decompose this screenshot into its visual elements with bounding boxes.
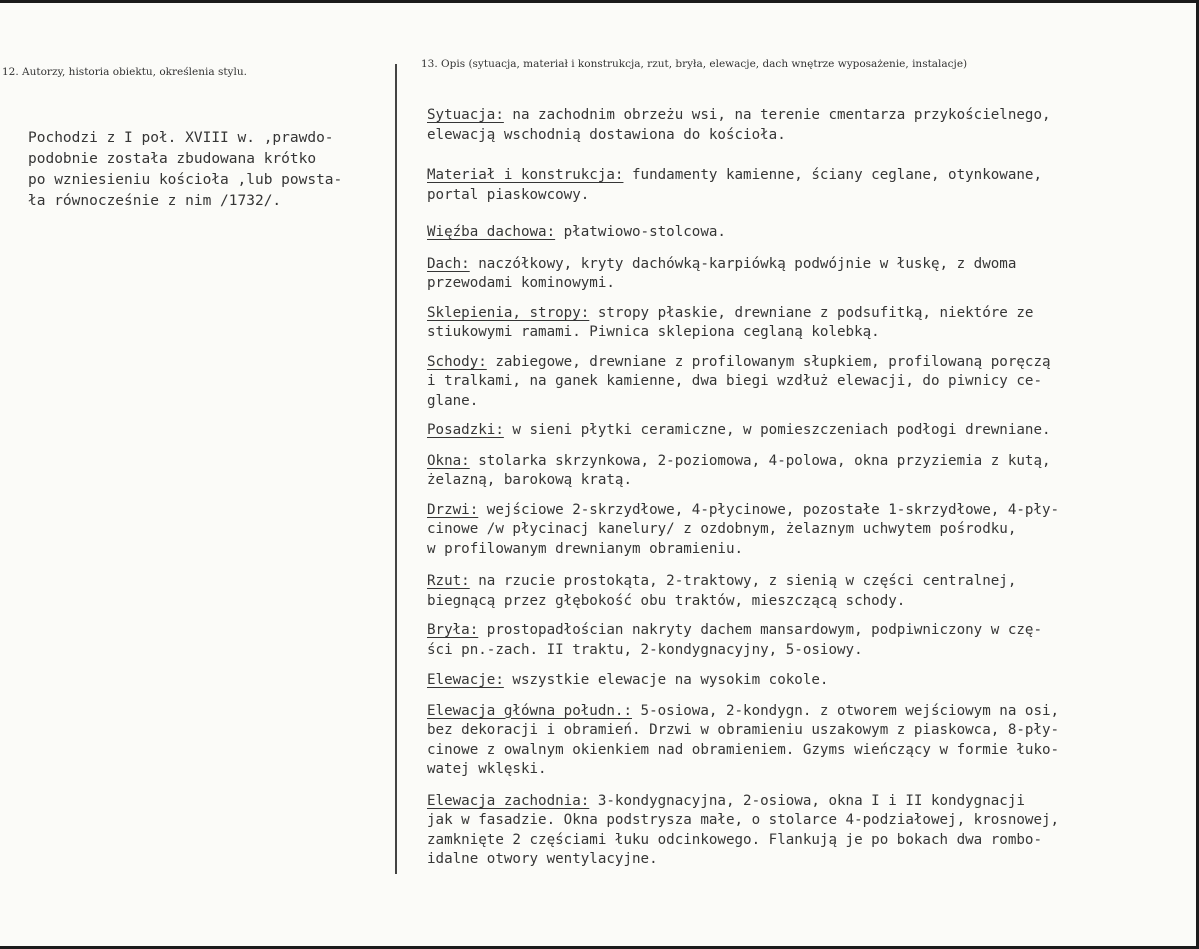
section-text: przewodami kominowymi. [427, 275, 615, 291]
section-text: jak w fasadzie. Okna podstrysza małe, o stolarce 4-podziałowej, krosnowej, [427, 812, 1060, 828]
section-text: idalne otwory wentylacyjne. [427, 851, 658, 867]
section-text: 3-kondygnacyjna, 2-osiowa, okna I i II kondygnacji [589, 792, 1025, 809]
section-label: Sklepienia, stropy: [427, 304, 590, 321]
section-text: portal piaskowcowy. [427, 186, 590, 203]
scan-border-top [0, 0, 1199, 3]
history-text [28, 128, 378, 212]
section-text: biegnącą przez głębokość obu traktów, mieszczącą schody. [427, 592, 906, 609]
section-text: zabiegowe, drewniane z profilowanym słupkiem, profilowaną poręczą [486, 353, 1051, 370]
section-label: Materiał i konstrukcja: [427, 167, 624, 183]
section-posadzki [427, 421, 1177, 441]
section-text: watej wklęski. [427, 761, 547, 777]
section-sklepienia [427, 304, 1177, 343]
section-text: cinowe z owalnym okienkiem nad obramieniem. Gzyms wieńczący w formie łuko- [427, 741, 1060, 758]
section-text: na zachodnim obrzeżu wsi, na terenie cmentarza przykościelnego, [503, 107, 1051, 123]
history-line: po wzniesieniu kościoła ,lub powsta- [28, 172, 343, 188]
section-label: Elewacja główna połudn.: [427, 702, 632, 719]
section-schody [427, 353, 1177, 412]
description-text [427, 106, 1177, 870]
section-text: w sieni płytki ceramiczne, w pomieszczeniach podłogi drewniane. [503, 422, 1051, 438]
section-label: Elewacja zachodnia: [427, 792, 590, 809]
section-dach [427, 255, 1177, 294]
section-text: płatwiowo-stolcowa. [555, 224, 726, 240]
section-drzwi [427, 501, 1177, 560]
section-text: zamknięte 2 częściami łuku odcinkowego. Flankują je po bokach dwa rombo- [427, 831, 1042, 848]
section-rzut [427, 572, 1177, 611]
section-text: cinowe /w płycinacj kanelury/ z ozdobnym, żelaznym uchwytem pośrodku, [427, 521, 1017, 537]
section-12-header: 12. Autorzy, historia obiektu, określenia stylu. [2, 66, 247, 78]
history-line: podobnie została zbudowana krótko [28, 151, 317, 167]
section-label: Więźba dachowa: [427, 224, 556, 240]
section-text: stolarka skrzynkowa, 2-poziomowa, 4-polowa, okna przyziemia z kutą, [469, 452, 1051, 469]
section-text: na rzucie prostokąta, 2-traktowy, z sienią w części centralnej, [469, 573, 1017, 589]
section-text: wejściowe 2-skrzydłowe, 4-płycinowe, pozostałe 1-skrzydłowe, 4-pły- [478, 501, 1060, 518]
section-text: i tralkami, na ganek kamienne, dwa biegi wzdłuż elewacji, do piwnicy ce- [427, 373, 1042, 389]
section-text: wszystkie elewacje na wysokim cokole. [503, 672, 829, 688]
section-elewacje [427, 671, 1177, 691]
section-label: Sytuacja: [427, 107, 504, 123]
section-label: Drzwi: [427, 501, 479, 518]
section-okna [427, 452, 1177, 491]
history-line: ła równocześnie z nim /1732/. [28, 193, 282, 209]
section-label: Okna: [427, 452, 470, 469]
section-label: Schody: [427, 353, 487, 370]
section-text: prostopadłościan nakryty dachem mansardowym, podpiwniczony w czę- [478, 622, 1042, 638]
section-text: ści pn.-zach. II traktu, 2-kondygnacyjny, 5-osiowy. [427, 641, 863, 658]
section-text: stiukowymi ramami. Piwnica sklepiona ceglaną kolebką. [427, 324, 880, 340]
section-text: stropy płaskie, drewniane z podsufitką, niektóre ze [589, 304, 1034, 321]
section-text: glane. [427, 392, 479, 409]
section-text: elewacją wschodnią dostawiona do kościoła. [427, 126, 786, 143]
section-text: żelazną, barokową kratą. [427, 472, 632, 488]
section-text: naczółkowy, kryty dachówką-karpiówką podwójnie w łuskę, z dwoma [469, 255, 1017, 272]
section-text: fundamenty kamienne, ściany ceglane, otynkowane, [623, 167, 1043, 183]
section-label: Dach: [427, 255, 470, 272]
section-sytuacja [427, 106, 1177, 145]
history-line: Pochodzi z I poł. XVIII w. ,prawdo- [28, 130, 334, 146]
section-elewacja-glowna [427, 702, 1177, 780]
section-material [427, 166, 1177, 205]
section-elewacja-zachodnia [427, 792, 1177, 870]
section-label: Rzut: [427, 573, 470, 589]
section-label: Bryła: [427, 622, 479, 638]
section-label: Posadzki: [427, 422, 504, 438]
section-label: Elewacje: [427, 672, 504, 688]
section-13-header: 13. Opis (sytuacja, materiał i konstrukcja, rzut, bryła, elewacje, dach wnętrze wyposażenie, instalacje) [421, 58, 968, 70]
section-text: w profilowanym drewnianym obramieniu. [427, 540, 744, 557]
section-text: 5-osiowa, 2-kondygn. z otworem wejściowym na osi, [632, 702, 1060, 719]
section-text: bez dekoracji i obramień. Drzwi w obramieniu uszakowym z piaskowca, 8-pły- [427, 722, 1060, 738]
column-divider [395, 64, 397, 874]
section-bryla [427, 621, 1177, 660]
section-wiezba [427, 223, 1177, 243]
